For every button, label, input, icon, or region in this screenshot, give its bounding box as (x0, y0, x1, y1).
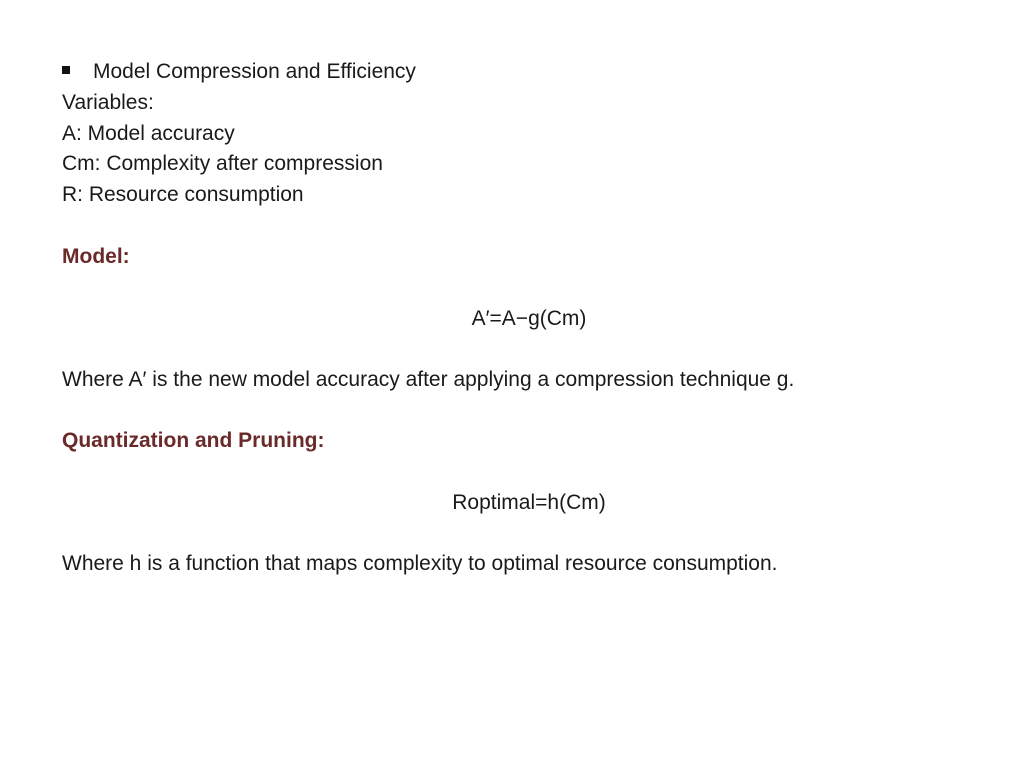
square-bullet-icon (62, 66, 70, 74)
model-equation: A′=A−g(Cm) (471, 307, 587, 330)
model-heading: Model: (62, 245, 130, 268)
variables-label: Variables: (62, 91, 154, 114)
model-description: Where A′ is the new model accuracy after applying a compression technique g. (62, 368, 795, 391)
variable-resource: R: Resource consumption (62, 183, 304, 206)
bullet-text: Model Compression and Efficiency (93, 60, 416, 83)
variable-accuracy: A: Model accuracy (62, 122, 235, 145)
quantization-equation: Roptimal=h(Cm) (452, 491, 606, 514)
quantization-description: Where h is a function that maps complexity to optimal resource consumption. (62, 552, 778, 575)
bullet-item (62, 59, 416, 85)
quantization-heading: Quantization and Pruning: (62, 429, 325, 452)
variable-complexity: Cm: Complexity after compression (62, 152, 383, 175)
